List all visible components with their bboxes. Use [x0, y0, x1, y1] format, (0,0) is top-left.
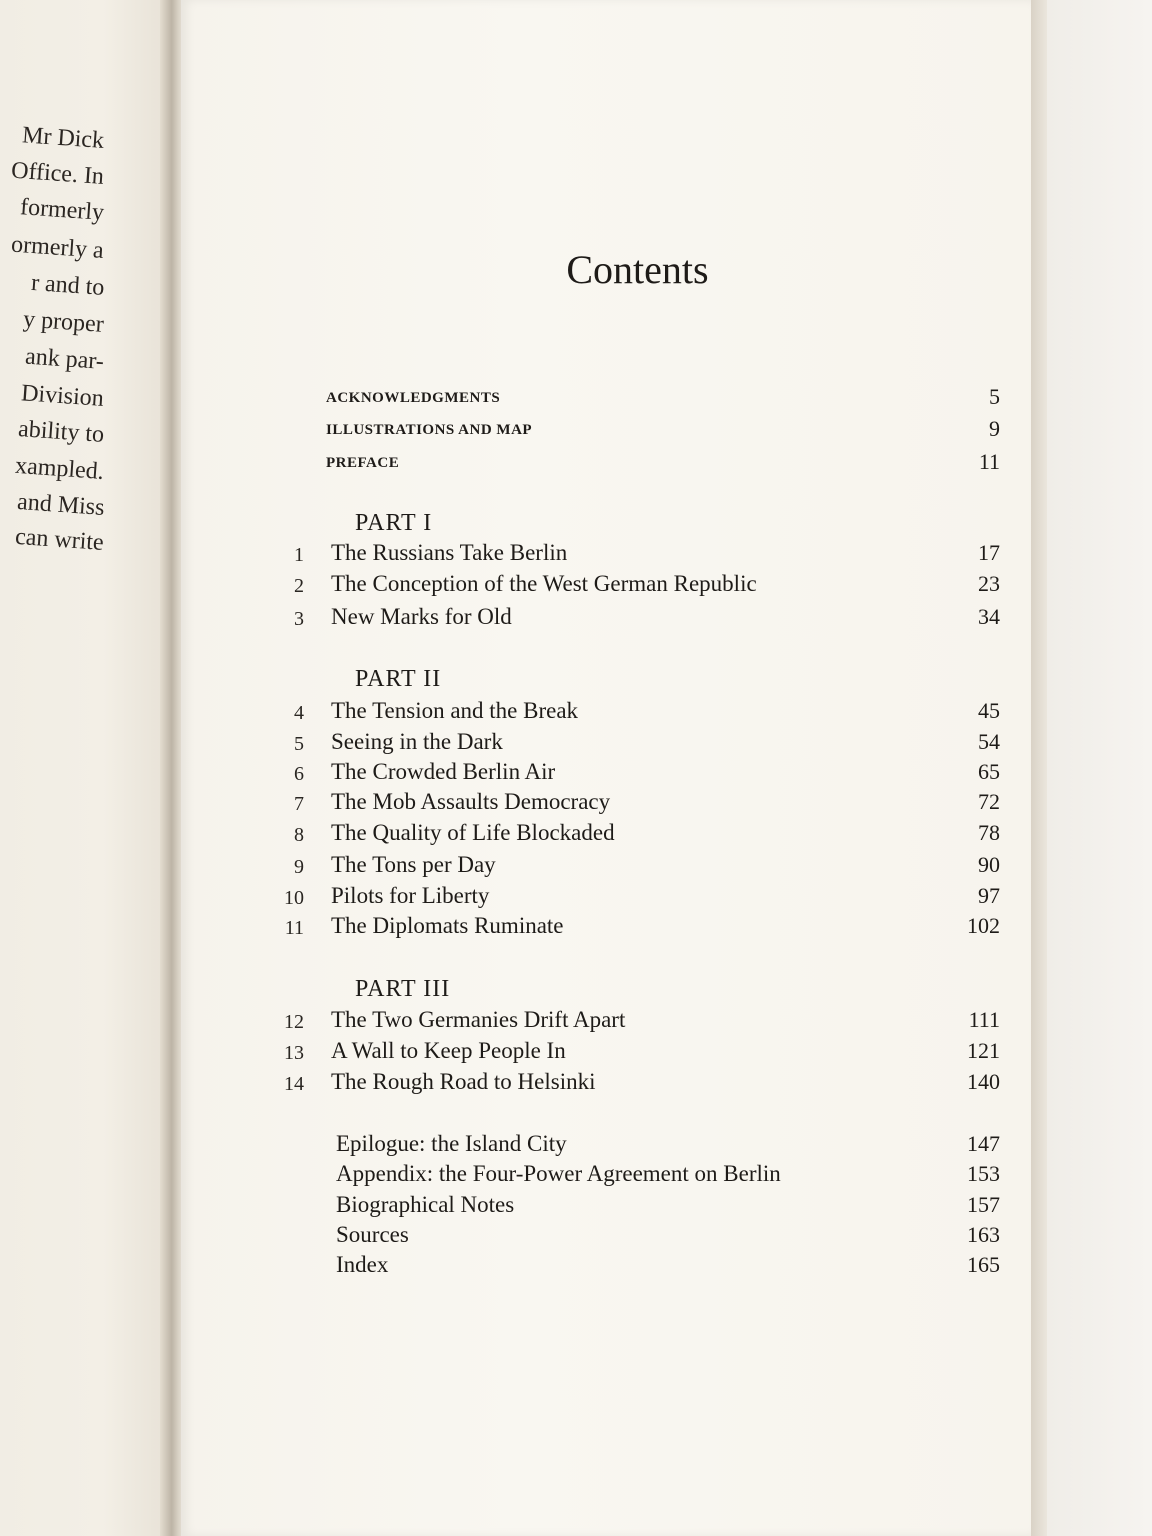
toc-chapter-row — [0, 540, 1152, 570]
toc-chapter-row — [0, 604, 1152, 634]
chapter-title: The Tons per Day — [331, 852, 496, 877]
chapter-title: The Quality of Life Blockaded — [331, 820, 615, 845]
chapter-number: 4 — [294, 702, 304, 724]
chapter-title: The Conception of the West German Republic — [331, 571, 757, 596]
left-page-text-line: and Miss — [15, 488, 105, 521]
chapter-number: 12 — [284, 1011, 304, 1033]
toc-chapter-row — [0, 1038, 1152, 1068]
chapter-number: 2 — [294, 575, 304, 597]
part-heading: PART I — [355, 510, 433, 536]
toc-chapter-row — [0, 913, 1152, 943]
toc-back-matter-row — [0, 1252, 1152, 1282]
toc-entry-label: ACKNOWLEDGMENTS — [326, 390, 501, 406]
chapter-number: 3 — [294, 608, 304, 630]
toc-page-number: 34 — [978, 604, 1000, 629]
toc-back-matter-row — [0, 1192, 1152, 1222]
chapter-number: 13 — [284, 1042, 304, 1064]
left-page-text-line: ability to — [17, 416, 105, 448]
toc-entry-label: Biographical Notes — [336, 1192, 515, 1217]
chapter-title: Seeing in the Dark — [331, 729, 503, 754]
toc-page-number: 54 — [978, 729, 1000, 754]
toc-page-number: 102 — [967, 913, 1000, 938]
toc-page-number: 17 — [978, 540, 1000, 565]
toc-chapter-row — [0, 883, 1152, 913]
chapter-number: 1 — [294, 544, 304, 566]
chapter-title: Pilots for Liberty — [331, 883, 490, 908]
toc-page-number: 153 — [967, 1161, 1000, 1186]
chapter-number: 9 — [294, 856, 304, 878]
chapter-title: The Diplomats Ruminate — [331, 913, 564, 938]
toc-entry-label: Sources — [336, 1222, 409, 1247]
left-page-text-line: Office. In — [10, 157, 105, 190]
left-page-text-line: r and to — [29, 269, 105, 301]
toc-page-number: 78 — [978, 820, 1000, 845]
toc-chapter-row — [0, 789, 1152, 819]
part-heading: PART III — [355, 976, 451, 1002]
chapter-title: The Tension and the Break — [331, 698, 579, 723]
toc-entry-label: Epilogue: the Island City — [336, 1131, 567, 1156]
toc-chapter-row — [0, 1007, 1152, 1037]
chapter-title: The Mob Assaults Democracy — [331, 789, 611, 814]
toc-page-number: 11 — [978, 449, 1000, 474]
toc-page-number: 163 — [967, 1222, 1000, 1247]
toc-page-number: 111 — [968, 1007, 1000, 1032]
toc-front-matter-row — [0, 416, 1152, 446]
left-page-text-line: Mr Dick — [21, 122, 105, 154]
toc-chapter-row — [0, 852, 1152, 882]
toc-front-matter-row — [0, 384, 1152, 414]
toc-back-matter-row — [0, 1222, 1152, 1252]
toc-page-number: 140 — [967, 1069, 1000, 1094]
chapter-number: 7 — [294, 793, 304, 815]
toc-page-number: 157 — [967, 1192, 1000, 1217]
toc-page-number: 147 — [967, 1131, 1000, 1156]
chapter-title: A Wall to Keep People In — [331, 1038, 566, 1063]
chapter-number: 10 — [284, 887, 304, 909]
chapter-title: The Rough Road to Helsinki — [331, 1069, 596, 1094]
toc-entry-label: Appendix: the Four-Power Agreement on Berlin — [336, 1161, 781, 1186]
chapter-title: New Marks for Old — [331, 604, 512, 629]
left-page-text-line: ank par- — [24, 343, 105, 375]
left-page-text-line: xampled. — [14, 452, 105, 485]
toc-front-matter-row — [0, 449, 1152, 479]
chapter-number: 11 — [284, 917, 304, 939]
part-heading: PART II — [355, 666, 442, 692]
toc-entry-label: PREFACE — [326, 455, 400, 471]
contents-title: Contents — [566, 247, 709, 292]
left-page-text-line: formerly — [19, 194, 105, 226]
toc-page-number: 9 — [989, 416, 1000, 441]
chapter-number: 6 — [294, 763, 304, 785]
toc-page-number: 72 — [978, 789, 1000, 814]
toc-back-matter-row — [0, 1161, 1152, 1191]
toc-entry-label: ILLUSTRATIONS AND MAP — [326, 422, 533, 438]
toc-page-number: 165 — [967, 1252, 1000, 1277]
toc-back-matter-row — [0, 1131, 1152, 1161]
toc-entry-label: Index — [336, 1252, 389, 1277]
toc-page-number: 97 — [978, 883, 1000, 908]
chapter-number: 14 — [284, 1073, 304, 1095]
toc-chapter-row — [0, 1069, 1152, 1099]
chapter-title: The Two Germanies Drift Apart — [331, 1007, 626, 1032]
left-page-text-line: can write — [14, 523, 105, 556]
chapter-title: The Crowded Berlin Air — [331, 759, 556, 784]
toc-chapter-row — [0, 759, 1152, 789]
toc-chapter-row — [0, 729, 1152, 759]
toc-page-number: 45 — [978, 698, 1000, 723]
toc-page-number: 5 — [989, 384, 1000, 409]
toc-page-number: 23 — [978, 571, 1000, 596]
toc-page-number: 121 — [967, 1038, 1000, 1063]
left-page-text-line: Division — [20, 380, 105, 412]
chapter-title: The Russians Take Berlin — [331, 540, 568, 565]
left-page-text-line: ormerly a — [10, 231, 105, 264]
left-page-text-line: y proper — [22, 306, 105, 338]
chapter-number: 8 — [294, 824, 304, 846]
toc-chapter-row — [0, 571, 1152, 601]
toc-chapter-row — [0, 698, 1152, 728]
toc-page-number: 90 — [978, 852, 1000, 877]
toc-page-number: 65 — [978, 759, 1000, 784]
chapter-number: 5 — [294, 733, 304, 755]
toc-chapter-row — [0, 820, 1152, 850]
